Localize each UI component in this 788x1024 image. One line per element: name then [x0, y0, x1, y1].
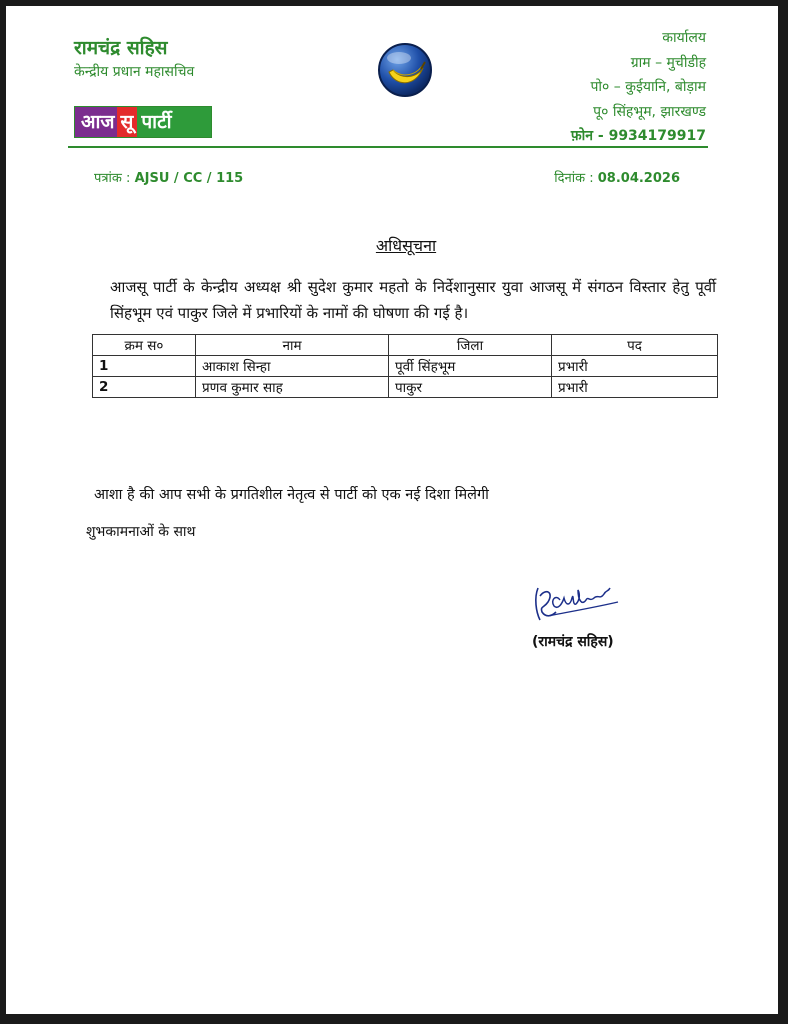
cell-name: आकाश सिन्हा	[196, 356, 389, 377]
party-logo	[74, 106, 212, 138]
table-header-row	[93, 335, 718, 356]
office-line2: पो० – कुईयानि, बोड़ाम	[590, 79, 706, 95]
letter-page	[6, 6, 778, 1014]
cell-serial: 2	[93, 377, 196, 398]
logo-text-part2: सू	[117, 107, 138, 137]
office-phone: फ़ोन - 9934179917	[570, 128, 706, 144]
table-row	[93, 356, 718, 377]
cell-name: प्रणव कुमार साह	[196, 377, 389, 398]
cell-district: पाकुर	[389, 377, 552, 398]
closing-line: आशा है की आप सभी के प्रगतिशील नेतृत्व से पार्टी को एक नई दिशा मिलेगी	[94, 487, 489, 503]
notice-title-text: अधिसूचना	[375, 236, 437, 255]
date-value: 08.04.2026	[597, 171, 680, 186]
banana-emblem-icon	[377, 42, 433, 98]
cell-post: प्रभारी	[552, 356, 718, 377]
cell-post: प्रभारी	[552, 377, 718, 398]
logo-text-part3: पार्टी	[137, 107, 211, 137]
col-header-post: पद	[552, 335, 718, 356]
ref-label: पत्रांक :	[94, 171, 131, 186]
office-line1: ग्राम – मुचीडीह	[630, 54, 706, 71]
table-row	[93, 377, 718, 398]
date-label: दिनांक :	[554, 171, 594, 186]
sender-name: रामचंद्र सहिस	[74, 37, 168, 59]
office-heading: कार्यालय	[662, 30, 706, 46]
wishes-line: शुभकामनाओं के साथ	[86, 524, 196, 540]
logo-text-part1: आज	[75, 107, 117, 137]
notice-title	[6, 234, 778, 256]
col-header-serial: क्रम स०	[93, 335, 196, 356]
office-address	[571, 26, 706, 149]
col-header-district: जिला	[389, 335, 552, 356]
appointments-table	[92, 334, 718, 398]
signatory-name: (रामचंद्र सहिस)	[532, 634, 614, 650]
letter-date	[554, 168, 680, 186]
reference-number	[94, 168, 243, 186]
cell-serial: 1	[93, 356, 196, 377]
office-line3: पू० सिंहभूम, झारखण्ड	[593, 103, 706, 120]
sender-title: केन्द्रीय प्रधान महासचिव	[74, 64, 195, 80]
header-divider	[68, 146, 708, 148]
handwritten-signature	[528, 578, 624, 626]
notice-body: आजसू पार्टी के केन्द्रीय अध्यक्ष श्री सुदेश कुमार महतो के निर्देशानुसार युवा आजसू में संगठन विस्तार हेतु पूर्वी सिंहभूम एवं पाकुर जिले में प्रभारियों के नामों की घोषणा की गई है।	[110, 278, 716, 322]
col-header-name: नाम	[196, 335, 389, 356]
ref-value: AJSU / CC / 115	[134, 171, 244, 186]
cell-district: पूर्वी सिंहभूम	[389, 356, 552, 377]
